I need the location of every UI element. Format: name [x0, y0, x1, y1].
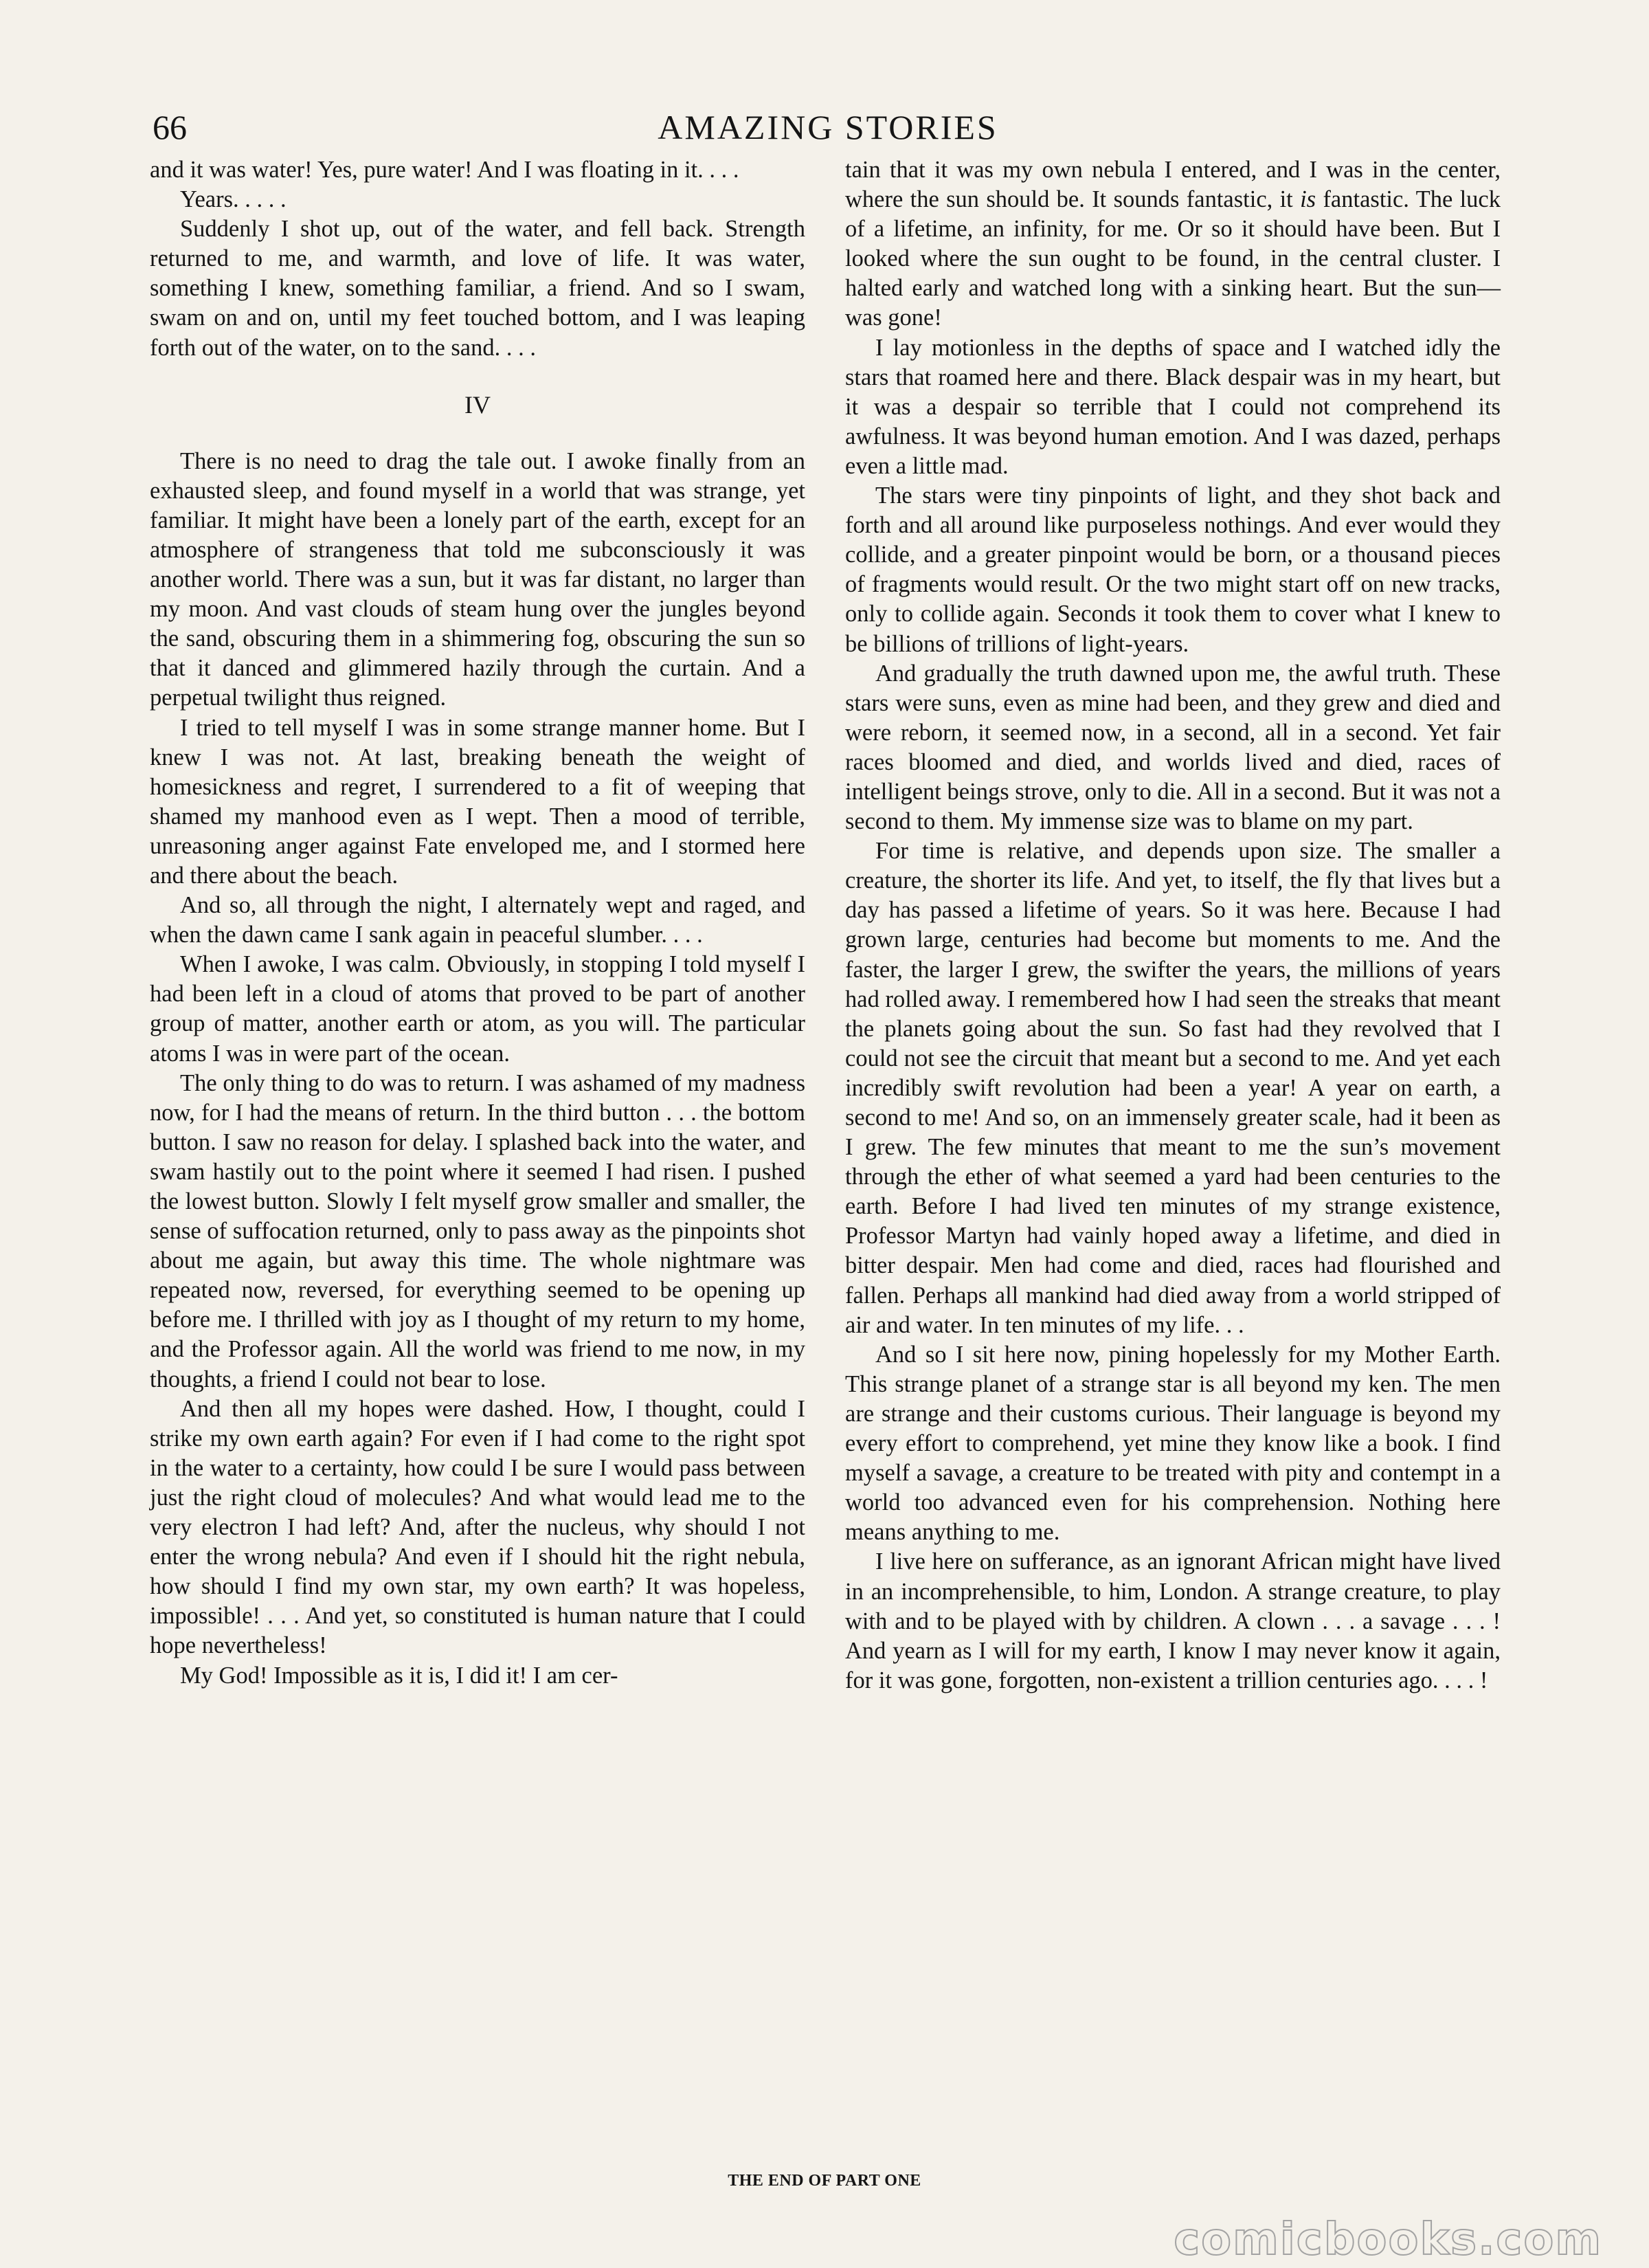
page-header: [153, 103, 1503, 151]
paragraph: I live here on sufferance, as an ignorant African might have lived in an incomprehensible, to him, London. A strange creature, to play with and to be played with by children. A clown . . . a savage . . . ! And yearn as I will for my earth, I know I may never know it again, for it was gone, forgotten, non-existent a trillion centuries ago. . . . !: [845, 1548, 1501, 1693]
right-column: [845, 155, 1501, 1696]
magazine-title: AMAZING STORIES: [658, 108, 998, 146]
paragraph: I lay motionless in the depths of space and I watched idly the stars that roamed here and there. Black despair was in my heart, but it was a despair so terrible that I could not comprehend its awfulness. It was beyond human emotion. And I was dazed, perhaps even a little mad.: [845, 334, 1501, 479]
paragraph: And so, all through the night, I alternately wept and raged, and when the dawn came I sank again in peaceful slumber. . . .: [150, 892, 805, 948]
paragraph: and it was water! Yes, pure water! And I was floating in it. . . .: [150, 157, 739, 183]
section-heading: IV: [464, 390, 491, 419]
left-column: [150, 155, 805, 1691]
paragraph: And so I sit here now, pining hopelessly for my Mother Earth. This strange planet of a strange star is all beyond my ken. The men are strange and their customs curious. Their language is beyond my every effort to comprehend, yet mine they know like a book. I find myself a savage, a creature to be treated with pity and contempt in a world too advanced even for his comprehension. Nothing here means anything to me.: [845, 1341, 1501, 1546]
paragraph-text: tain that it was my own nebula I entered, and I was in the center, where the sun should be. It sounds fantastic, it: [845, 157, 1501, 213]
paragraph-text: fantastic. The luck of a lifetime, an infinity, for me. Or so it should have been. But I looked where the sun ought to be found, in the central cluster. I halted early and watched long with a sinking heart. But the sun—was gone!: [845, 186, 1501, 331]
paragraph: Suddenly I shot up, out of the water, and fell back. Strength returned to me, and warmth, and love of life. It was water, something I knew, something familiar, a friend. And so I swam, swam on and on, until my feet touched bottom, and I was leaping forth out of the water, on to the sand. . . .: [150, 216, 805, 361]
paragraph: The only thing to do was to return. I was ashamed of my madness now, for I had the means of return. In the third button . . . the bottom button. I saw no reason for delay. I splashed back into the water, and swam hastily out to the point where it seemed I had risen. I pushed the lowest button. Slowly I felt myself grow smaller and smaller, the sense of suffocation returned, only to pass away as the pinpoints shot about me again, but away this time. The whole nightmare was repeated now, reversed, for everything seemed to be opening up before me. I thrilled with joy as I thought of my return to my home, and the Professor again. All the world was friend to me now, in my thoughts, a friend I could not bear to lose.: [150, 1069, 805, 1392]
paragraph: For time is relative, and depends upon size. The smaller a creature, the shorter its life. And yet, to itself, the fly that lives but a day has passed a lifetime of years. So it was here. Because I had grown large, centuries had become but moments to me. And the faster, the larger I grew, the swifter the years, the millions of years had rolled away. I remembered how I had seen the streaks that meant the planets going about the sun. So fast had they revolved that I could not see the circuit that meant but a second to me. And yet each incredibly swift revolution had been a year! A year on earth, a second to me! And so, on an immensely greater scale, had it been as I grew. The few minutes that meant to me the sun’s movement through the ether of what seemed a yard had been centuries to the earth. Before I had lived ten minutes of my strange existence, Professor Martyn had vainly hoped away a lifetime, and died in bitter despair. Men had come and died, races had flourished and fallen. Perhaps all mankind had died away from a world stripped of air and water. In ten minutes of my life. . .: [845, 838, 1501, 1338]
page-number: 66: [153, 108, 187, 146]
paragraph: The stars were tiny pinpoints of light, and they shot back and forth and all around like purposeless nothings. And ever would they collide, and a greater pinpoint would be born, or a thousand pieces of fragments would result. Or the two might start off on new tracks, only to collide again. Seconds it took them to cover what I knew to be billions of trillions of light-years.: [845, 482, 1501, 657]
emphasis-text: is: [1300, 186, 1316, 213]
paragraph: My God! Impossible as it is, I did it! I am cer-: [180, 1662, 618, 1689]
paragraph: I tried to tell myself I was in some strange manner home. But I knew I was not. At last, breaking beneath the weight of homesickness and regret, I surrendered to a fit of weeping that shamed my manhood even as I wept. Then a mood of terrible, unreasoning anger against Fate enveloped me, and I stormed here and there about the beach.: [150, 714, 805, 889]
paragraph: [845, 155, 1501, 333]
paragraph: And then all my hopes were dashed. How, I thought, could I strike my own earth again? For even if I had come to the right spot in the water to a certainty, how could I be sure I would pass between just the right cloud of molecules? And what would lead me to the very electron I had left? And, after the nucleus, why should I not enter the wrong nebula? And even if I should hit the right nebula, how should I find my own star, my own earth? It was hopeless, impossible! . . . And yet, so constituted is human nature that I could hope nevertheless!: [150, 1395, 805, 1659]
paragraph: And gradually the truth dawned upon me, the awful truth. These stars were suns, even as mine had been, and they grew and died and were reborn, it seemed now, in a second, all in a second. Yet fair races bloomed and died, and worlds lived and died, races of intelligent beings strove, only to die. All in a second. But it was not a second to them. My immense size was to blame on my part.: [845, 660, 1501, 835]
watermark: comicbooks.com: [1174, 2214, 1602, 2265]
end-of-part-note: THE END OF PART ONE: [728, 2172, 921, 2190]
paragraph: When I awoke, I was calm. Obviously, in stopping I told myself I had been left in a cloud of atoms that proved to be part of another group of matter, another earth or atom, as you will. The particular atoms I was in were part of the ocean.: [150, 951, 805, 1067]
paragraph: Years. . . . .: [180, 186, 287, 213]
paragraph: There is no need to drag the tale out. I awoke finally from an exhausted sleep, and found myself in a world that was strange, yet familiar. It might have been a lonely part of the earth, except for an atmosphere of strangeness that told me subconsciously it was another world. There was a sun, but it was far distant, no larger than my moon. And vast clouds of steam hung over the jungles beyond the sand, obscuring them in a shimmering fog, obscuring the sun so that it danced and glimmered hazily through the curtain. And a perpetual twilight thus reigned.: [150, 447, 805, 711]
